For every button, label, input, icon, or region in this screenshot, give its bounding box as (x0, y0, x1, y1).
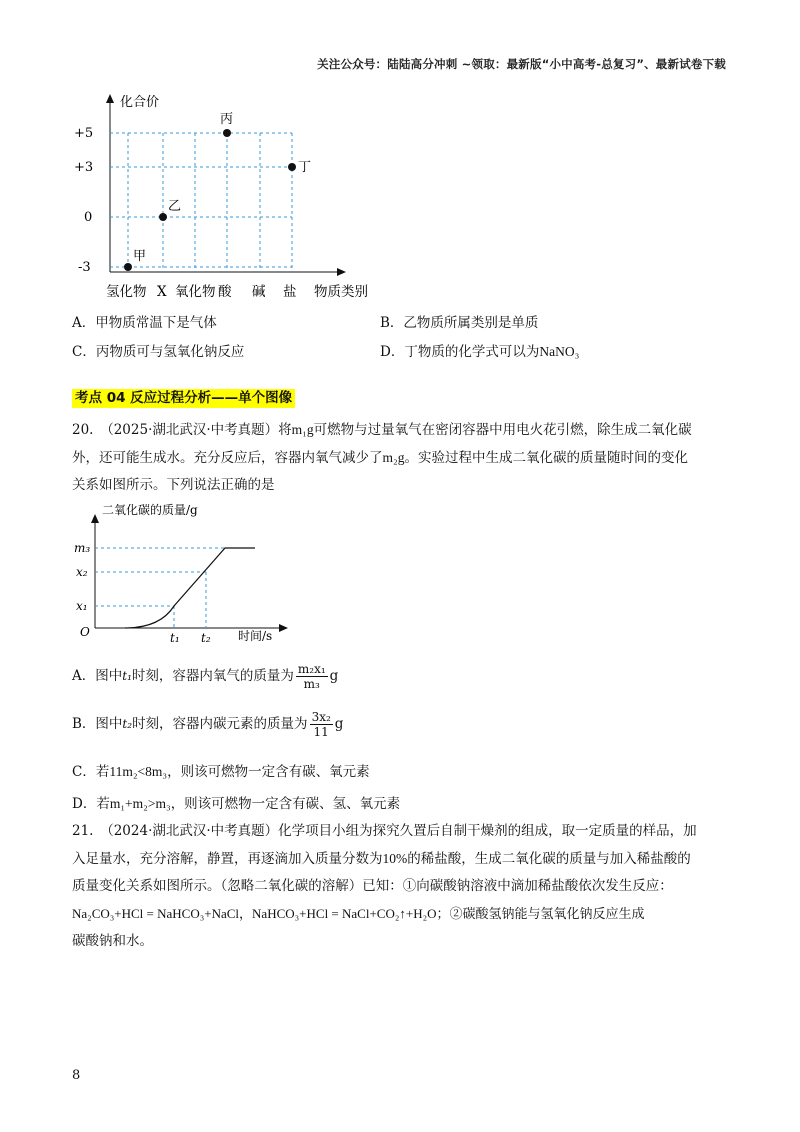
x-cat-x: X (157, 284, 167, 300)
y-axis-label: 二氧化碳的质量/g (102, 503, 198, 517)
x-axis-arrow (337, 268, 346, 276)
q20-option-b: B．图中t₂时刻，容器内碳元素的质量为 $\frac{\text{3x₂}}{11}$ g (72, 710, 344, 739)
point-label-jia: 甲 (133, 249, 147, 264)
y-tick-x2: x₂ (76, 565, 88, 579)
x-cat-salt: 盐 (283, 284, 297, 300)
section-title: 考点 04 反应过程分析——单个图像 (72, 389, 295, 408)
page-number: 8 (72, 1068, 81, 1083)
m1g: m₁g (291, 422, 314, 437)
q21-line-3: 质量变化关系如图所示。（忽略二氧化碳的溶解）已知：①向碳酸钠溶液中滴加稀盐酸依次发生反应： (72, 878, 673, 894)
q19-option-c: C．丙物质可与氢氧化钠反应 (72, 344, 245, 360)
y-tick-minus3: -3 (78, 260, 91, 275)
q21-line-5: 碳酸钠和水。 (72, 933, 153, 949)
y-axis-arrow (106, 94, 114, 103)
y-tick-plus5: +5 (74, 126, 94, 141)
x-axis-label: 时间/s (238, 629, 273, 643)
co2-curve (125, 548, 255, 628)
point-label-yi: 乙 (168, 199, 182, 214)
q20-option-a: A．图中t₁时刻，容器内氧气的质量为 $\frac{\text{m₂x₁}}{\text{m₃}}$ g (72, 662, 339, 691)
nano3-formula: NaNO₃ (539, 344, 580, 359)
q21-line-2: 入足量水，充分溶解，静置，再逐滴加入质量分数为10%的稀盐酸，生成二氧化碳的质量与加入稀盐酸的 (72, 851, 691, 867)
point-bing (223, 129, 231, 137)
y-tick-0: 0 (84, 210, 93, 225)
y-axis-label: 化合价 (120, 95, 160, 110)
x-tick-t1: t₁ (170, 631, 180, 645)
fraction-a: $\frac{\text{m₂x₁}}{\text{m₃}}$ (297, 662, 326, 691)
valence-chart (70, 90, 390, 305)
equation-2: NaHCO₃+HCl = NaCl+CO₂↑+H₂O (252, 906, 437, 921)
q20-stem (72, 416, 732, 499)
x-cat-acid: 酸 (218, 284, 232, 300)
x-axis-arrow (279, 624, 288, 632)
q20-option-c: C．若11m₂<8m₃，则该可燃物一定含有碳、氧元素 (72, 764, 370, 780)
y-tick-plus3: +3 (74, 160, 94, 175)
point-jia (124, 263, 132, 271)
q20-line-3: 关系如图所示。下列说法正确的是 (72, 477, 275, 493)
q21-line-4: Na₂CO₃+HCl = NaHCO₃+NaCl，NaHCO₃+HCl = NaCl+CO₂↑+H₂O；②碳酸氢钠能与氢氧化钠反应生成 (72, 906, 645, 922)
q20-line-1: 20. （2025·湖北武汉·中考真题）将m₁g可燃物与过量氧气在密闭容器中用电火花引燃，除生成二氧化碳 (72, 422, 692, 438)
x-cat-oxide: 氧化物 (175, 284, 216, 300)
x-tick-t2: t₂ (201, 631, 211, 645)
x-axis-label: 物质类别 (314, 284, 368, 300)
q19-option-a: A．甲物质常温下是气体 (72, 315, 217, 331)
guide-lines (95, 548, 225, 628)
origin-label: O (80, 625, 90, 639)
x-cat-base: 碱 (252, 284, 266, 300)
q19-option-b: B．乙物质所属类别是单质 (380, 315, 539, 331)
y-tick-m3: m₃ (74, 541, 91, 555)
point-label-bing: 丙 (220, 112, 234, 127)
point-ding (288, 163, 296, 171)
point-yi (159, 213, 167, 221)
page-header: 关注公众号：陆陆高分冲刺 ~领取：最新版“小中高考-总复习”、最新试卷下载 (317, 57, 726, 71)
point-label-ding: 丁 (298, 160, 312, 175)
q20-option-d: D．若m₁+m₂>m₃，则该可燃物一定含有碳、氢、氧元素 (72, 796, 401, 812)
y-axis-arrow (91, 514, 99, 523)
fraction-b: $\frac{\text{3x₂}}{11}$ (311, 710, 331, 739)
m2g: m₂g (382, 450, 405, 465)
q21-line-1: 21. （2024·湖北武汉·中考真题）化学项目小组为探究久置后自制干燥剂的组成，取一定质量的样品，加 (72, 823, 697, 839)
q19-option-d-text: D．丁物质的化学式可以为 (380, 344, 540, 360)
x-cat-hydride: 氢化物 (106, 284, 147, 300)
q19-option-d (380, 340, 579, 360)
y-tick-x1: x₁ (76, 599, 88, 613)
co2-mass-chart (70, 500, 300, 645)
q20-line-2: 外，还可能生成水。充分反应后，容器内氧气减少了m₂g。实验过程中生成二氧化碳的质量随时间的变化 (72, 450, 688, 466)
q21-stem (72, 818, 732, 955)
equation-1: Na₂CO₃+HCl = NaHCO₃+NaCl (72, 906, 240, 921)
